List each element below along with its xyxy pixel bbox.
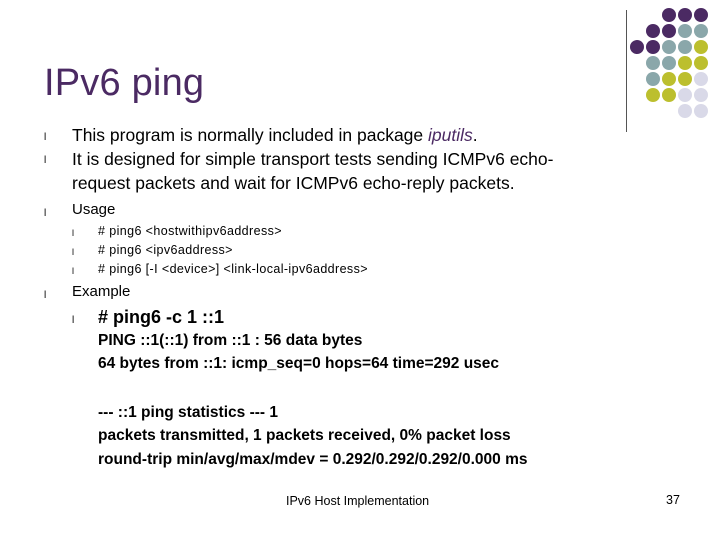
output-line: PING ::1(::1) from ::1 : 56 data bytes — [98, 332, 363, 349]
slide-title: IPv6 ping — [44, 62, 205, 104]
decorative-dot — [646, 72, 660, 86]
output-line: round-trip min/avg/max/mdev = 0.292/0.292/0.292/0.000 ms — [98, 451, 528, 468]
bullet-marker: l — [44, 208, 47, 219]
decorative-dot — [662, 72, 676, 86]
sub-bullet-marker: l — [72, 315, 75, 326]
example-command: # ping6 -c 1 ::1 — [98, 307, 225, 327]
output-line: packets transmitted, 1 packets received, 0% packet loss — [98, 427, 511, 444]
decorative-dot — [646, 40, 660, 54]
bullet-1-text: This program is normally included in package — [72, 125, 428, 145]
decorative-dot-grid — [630, 8, 718, 120]
decorative-dot — [694, 56, 708, 70]
decorative-dot — [694, 88, 708, 102]
decorative-dot — [678, 8, 692, 22]
bullet-1 — [72, 124, 478, 146]
example-label: Example — [72, 283, 131, 300]
package-name: iputils — [428, 125, 473, 145]
decorative-dot — [678, 24, 692, 38]
decorative-dot — [662, 24, 676, 38]
decorative-dot — [694, 24, 708, 38]
decorative-dot — [678, 104, 692, 118]
page-number: 37 — [666, 493, 680, 507]
decorative-dot — [694, 72, 708, 86]
usage-label: Usage — [72, 201, 116, 218]
decorative-dot — [694, 40, 708, 54]
sub-bullet-marker: l — [72, 266, 74, 276]
bullet-marker: l — [44, 290, 47, 301]
output-line: --- ::1 ping statistics --- 1 — [98, 404, 278, 421]
divider-line — [626, 10, 627, 132]
decorative-dot — [678, 88, 692, 102]
bullet-1-suffix: . — [472, 125, 478, 145]
decorative-dot — [662, 88, 676, 102]
decorative-dot — [662, 56, 676, 70]
footer-text: IPv6 Host Implementation — [286, 494, 430, 508]
bullet-2-line-2: request packets and wait for ICMPv6 echo-reply packets. — [72, 173, 515, 193]
decorative-dot — [694, 104, 708, 118]
usage-item: # ping6 <hostwithipv6address> — [98, 224, 282, 238]
decorative-dot — [678, 72, 692, 86]
decorative-dot — [646, 56, 660, 70]
decorative-dot — [678, 40, 692, 54]
bullet-2-line-1: It is designed for simple transport tests sending ICMPv6 echo- — [72, 149, 554, 169]
decorative-dot — [662, 8, 676, 22]
decorative-dot — [678, 56, 692, 70]
decorative-dot — [646, 88, 660, 102]
output-line: 64 bytes from ::1: icmp_seq=0 hops=64 time=292 usec — [98, 355, 500, 372]
decorative-dot — [694, 8, 708, 22]
decorative-dot — [646, 24, 660, 38]
sub-bullet-marker: l — [72, 228, 74, 238]
bullet-marker: l — [44, 132, 47, 143]
decorative-dot — [630, 40, 644, 54]
usage-item: # ping6 [-I <device>] <link-local-ipv6address> — [98, 262, 368, 276]
bullet-marker: l — [44, 155, 47, 166]
sub-bullet-marker: l — [72, 247, 74, 257]
usage-item: # ping6 <ipv6address> — [98, 243, 233, 257]
decorative-dot — [662, 40, 676, 54]
